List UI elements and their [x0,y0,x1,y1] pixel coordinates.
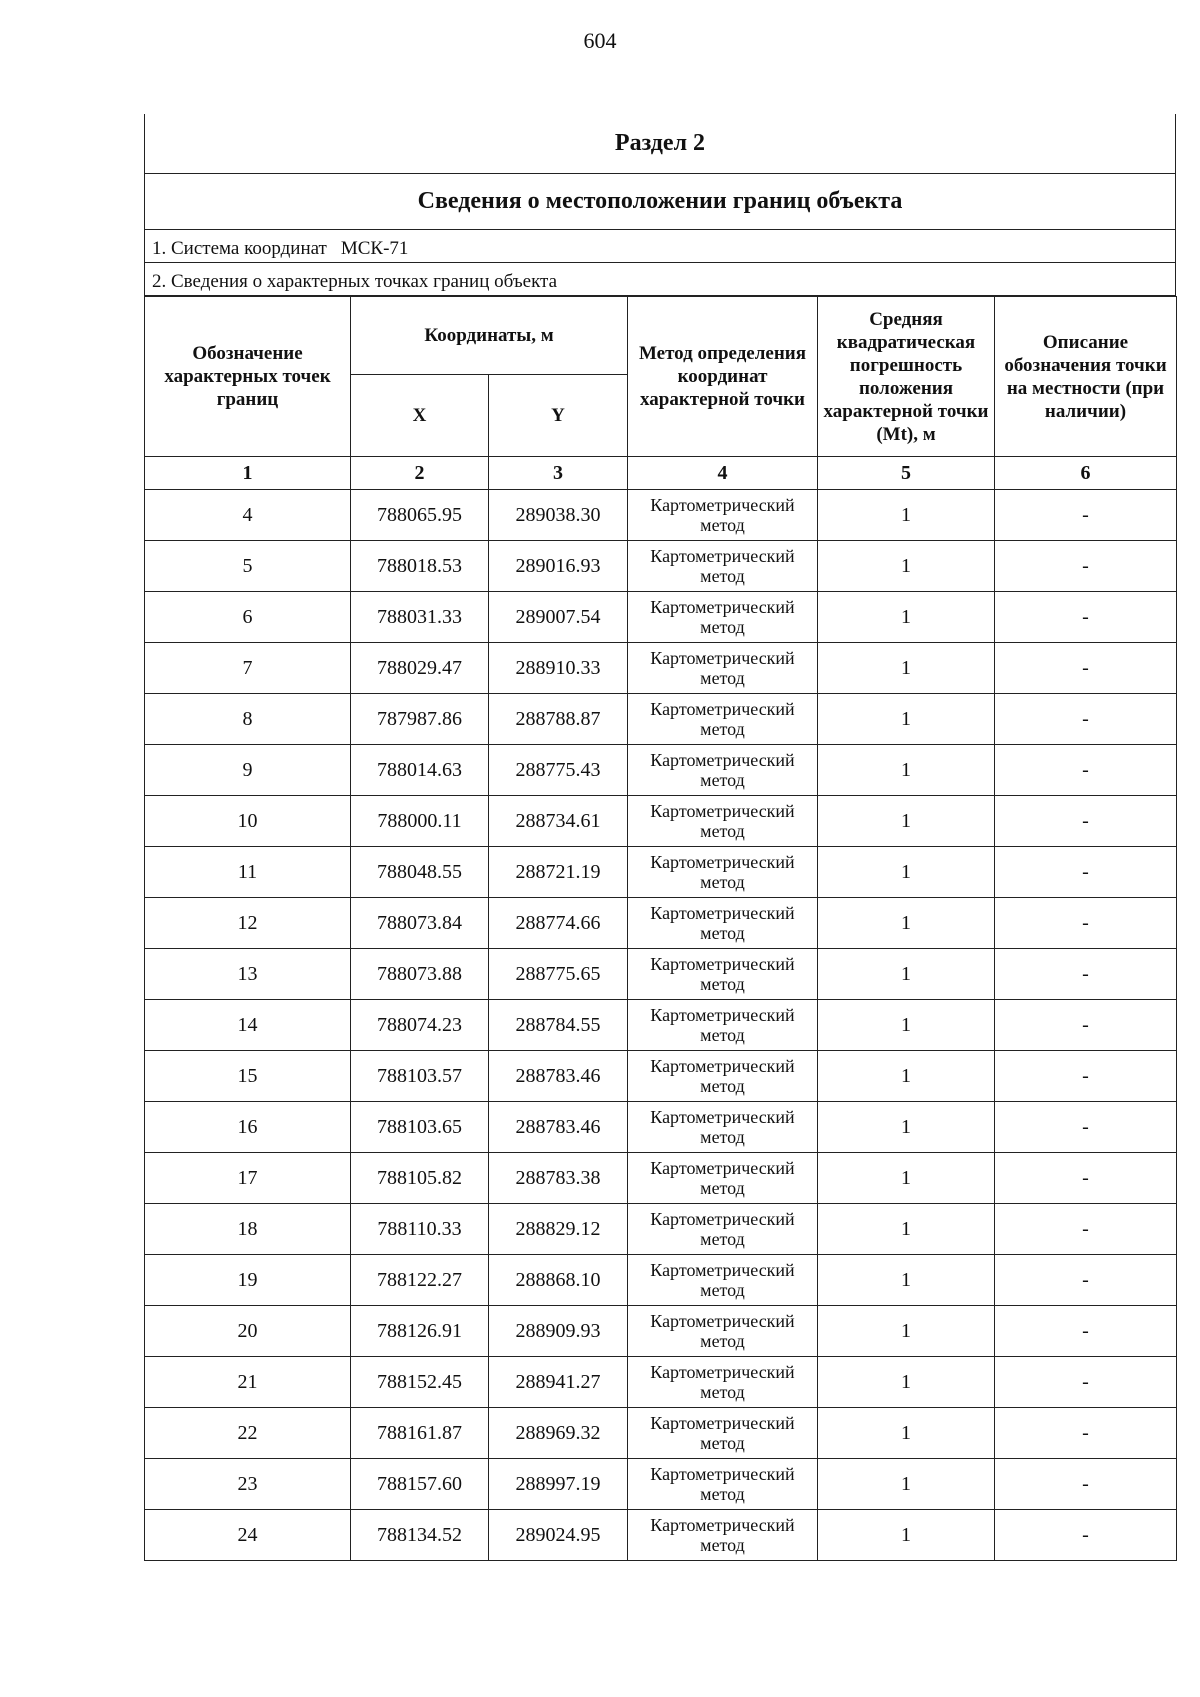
error-cell: 1 [818,745,995,796]
method-cell [628,1153,818,1204]
method-line-1: Картометрический [650,1005,795,1025]
error-cell: 1 [818,1102,995,1153]
method-line-2: метод [700,1127,745,1147]
column-number-row [145,457,1177,490]
method-cell [628,592,818,643]
point-cell: 13 [145,949,351,1000]
table-row [145,1459,1177,1510]
description-cell: - [995,949,1177,1000]
y-cell: 288909.93 [489,1306,628,1357]
point-cell: 5 [145,541,351,592]
point-cell: 10 [145,796,351,847]
point-cell: 11 [145,847,351,898]
y-cell: 288969.32 [489,1408,628,1459]
coord-system-label: 1. Система координат [152,238,327,259]
x-cell: 788048.55 [351,847,489,898]
y-cell: 288783.46 [489,1102,628,1153]
description-cell: - [995,1357,1177,1408]
method-line-2: метод [700,872,745,892]
point-cell: 6 [145,592,351,643]
y-cell: 289024.95 [489,1510,628,1561]
error-cell: 1 [818,1255,995,1306]
table-row [145,1000,1177,1051]
point-cell: 9 [145,745,351,796]
description-cell: - [995,745,1177,796]
error-cell: 1 [818,949,995,1000]
method-line-1: Картометрический [650,801,795,821]
error-cell: 1 [818,1153,995,1204]
table-row [145,1051,1177,1102]
x-cell: 788000.11 [351,796,489,847]
error-cell: 1 [818,490,995,541]
x-cell: 788122.27 [351,1255,489,1306]
column-number: 3 [489,457,628,490]
method-cell [628,1357,818,1408]
error-cell: 1 [818,541,995,592]
method-line-2: метод [700,923,745,943]
table-row [145,490,1177,541]
document-frame [144,114,1176,1561]
x-cell: 788105.82 [351,1153,489,1204]
header-x: X [351,375,489,457]
x-cell: 788126.91 [351,1306,489,1357]
method-line-2: метод [700,1280,745,1300]
description-cell: - [995,1000,1177,1051]
y-cell: 288775.65 [489,949,628,1000]
point-cell: 23 [145,1459,351,1510]
x-cell: 788152.45 [351,1357,489,1408]
table-row [145,898,1177,949]
x-cell: 788157.60 [351,1459,489,1510]
header-description: Описание обозначения точки на местности (при наличии) [995,297,1177,457]
point-cell: 7 [145,643,351,694]
description-cell: - [995,1510,1177,1561]
x-cell: 788065.95 [351,490,489,541]
method-line-1: Картометрический [650,1362,795,1382]
header-method: Метод определения координат характерной точки [628,297,818,457]
point-cell: 19 [145,1255,351,1306]
method-line-2: метод [700,1076,745,1096]
y-cell: 288734.61 [489,796,628,847]
column-number: 2 [351,457,489,490]
point-cell: 20 [145,1306,351,1357]
method-line-1: Картометрический [650,852,795,872]
method-line-2: метод [700,1178,745,1198]
table-row [145,949,1177,1000]
method-cell [628,1510,818,1561]
y-cell: 288784.55 [489,1000,628,1051]
header-coords: Координаты, м [351,297,628,375]
description-cell: - [995,643,1177,694]
method-line-2: метод [700,1229,745,1249]
table-row [145,1153,1177,1204]
method-cell [628,643,818,694]
y-cell: 288788.87 [489,694,628,745]
x-cell: 788103.57 [351,1051,489,1102]
point-cell: 15 [145,1051,351,1102]
method-line-1: Картометрический [650,1413,795,1433]
table-row [145,796,1177,847]
header-row-top [145,297,1177,375]
x-cell: 788073.88 [351,949,489,1000]
x-cell: 788074.23 [351,1000,489,1051]
method-cell [628,490,818,541]
method-line-2: метод [700,1535,745,1555]
method-cell [628,1204,818,1255]
method-cell [628,1255,818,1306]
y-cell: 288721.19 [489,847,628,898]
y-cell: 288783.38 [489,1153,628,1204]
error-cell: 1 [818,694,995,745]
error-cell: 1 [818,1000,995,1051]
method-line-2: метод [700,515,745,535]
table-row [145,1255,1177,1306]
x-cell: 788031.33 [351,592,489,643]
point-cell: 18 [145,1204,351,1255]
header-error: Средняя квадратическая погрешность положения характерной точки (Mt), м [818,297,995,457]
x-cell: 787987.86 [351,694,489,745]
method-cell [628,694,818,745]
method-cell [628,1408,818,1459]
description-cell: - [995,898,1177,949]
description-cell: - [995,1459,1177,1510]
error-cell: 1 [818,898,995,949]
error-cell: 1 [818,1204,995,1255]
error-cell: 1 [818,796,995,847]
description-cell: - [995,592,1177,643]
points-info-label: 2. Сведения о характерных точках границ объекта [152,271,558,292]
table-row [145,745,1177,796]
method-line-2: метод [700,566,745,586]
table-row [145,643,1177,694]
method-line-1: Картометрический [650,1107,795,1127]
method-line-2: метод [700,1331,745,1351]
method-cell [628,745,818,796]
table-row [145,1357,1177,1408]
point-cell: 8 [145,694,351,745]
y-cell: 289007.54 [489,592,628,643]
method-cell [628,898,818,949]
table-row [145,694,1177,745]
method-line-2: метод [700,719,745,739]
coord-system-value: МСК-71 [340,238,409,259]
method-line-1: Картометрический [650,1311,795,1331]
point-cell: 12 [145,898,351,949]
header-y: Y [489,375,628,457]
y-cell: 288829.12 [489,1204,628,1255]
description-cell: - [995,1153,1177,1204]
y-cell: 289038.30 [489,490,628,541]
description-cell: - [995,1051,1177,1102]
method-line-1: Картометрический [650,1515,795,1535]
y-cell: 288774.66 [489,898,628,949]
table-body [145,490,1177,1561]
description-cell: - [995,1102,1177,1153]
column-number: 1 [145,457,351,490]
y-cell: 289016.93 [489,541,628,592]
x-cell: 788110.33 [351,1204,489,1255]
header-point: Обозначение характерных точек границ [145,297,351,457]
method-cell [628,949,818,1000]
x-cell: 788014.63 [351,745,489,796]
method-line-2: метод [700,1382,745,1402]
method-cell [628,796,818,847]
error-cell: 1 [818,1306,995,1357]
error-cell: 1 [818,1510,995,1561]
method-cell [628,1459,818,1510]
method-line-1: Картометрический [650,954,795,974]
error-cell: 1 [818,847,995,898]
method-line-2: метод [700,1025,745,1045]
method-line-1: Картометрический [650,750,795,770]
y-cell: 288910.33 [489,643,628,694]
method-line-2: метод [700,1433,745,1453]
point-cell: 17 [145,1153,351,1204]
error-cell: 1 [818,592,995,643]
table-row [145,847,1177,898]
point-cell: 14 [145,1000,351,1051]
method-line-1: Картометрический [650,1056,795,1076]
x-cell: 788018.53 [351,541,489,592]
method-line-2: метод [700,617,745,637]
error-cell: 1 [818,1051,995,1102]
error-cell: 1 [818,1459,995,1510]
description-cell: - [995,694,1177,745]
method-line-1: Картометрический [650,597,795,617]
y-cell: 288775.43 [489,745,628,796]
description-cell: - [995,796,1177,847]
method-line-2: метод [700,974,745,994]
point-cell: 24 [145,1510,351,1561]
table-row [145,592,1177,643]
error-cell: 1 [818,1357,995,1408]
points-info-line [144,263,1176,296]
description-cell: - [995,1255,1177,1306]
section-subtitle: Сведения о местоположении границ объекта [144,174,1176,230]
method-line-1: Картометрический [650,699,795,719]
description-cell: - [995,847,1177,898]
method-cell [628,541,818,592]
method-line-2: метод [700,1484,745,1504]
table-row [145,1306,1177,1357]
description-cell: - [995,1306,1177,1357]
method-line-1: Картометрический [650,903,795,923]
method-line-2: метод [700,668,745,688]
column-number: 4 [628,457,818,490]
method-line-1: Картометрический [650,648,795,668]
table-row [145,1510,1177,1561]
column-number: 5 [818,457,995,490]
method-line-2: метод [700,821,745,841]
error-cell: 1 [818,643,995,694]
table-row [145,1102,1177,1153]
method-line-1: Картометрический [650,1158,795,1178]
method-cell [628,1306,818,1357]
table-row [145,1408,1177,1459]
y-cell: 288868.10 [489,1255,628,1306]
y-cell: 288941.27 [489,1357,628,1408]
boundary-points-table [144,296,1177,1561]
method-line-1: Картометрический [650,1260,795,1280]
point-cell: 16 [145,1102,351,1153]
section-title: Раздел 2 [144,114,1176,174]
description-cell: - [995,1204,1177,1255]
method-cell [628,1102,818,1153]
error-cell: 1 [818,1408,995,1459]
method-line-1: Картометрический [650,1464,795,1484]
x-cell: 788029.47 [351,643,489,694]
table-row [145,1204,1177,1255]
column-number: 6 [995,457,1177,490]
y-cell: 288997.19 [489,1459,628,1510]
x-cell: 788134.52 [351,1510,489,1561]
method-line-1: Картометрический [650,1209,795,1229]
description-cell: - [995,541,1177,592]
description-cell: - [995,490,1177,541]
method-cell [628,1051,818,1102]
table-row [145,541,1177,592]
x-cell: 788161.87 [351,1408,489,1459]
page-number: 604 [583,28,617,53]
point-cell: 22 [145,1408,351,1459]
method-line-1: Картометрический [650,495,795,515]
x-cell: 788103.65 [351,1102,489,1153]
method-line-2: метод [700,770,745,790]
method-cell [628,1000,818,1051]
description-cell: - [995,1408,1177,1459]
method-cell [628,847,818,898]
point-cell: 4 [145,490,351,541]
coord-system-line [144,230,1176,263]
point-cell: 21 [145,1357,351,1408]
x-cell: 788073.84 [351,898,489,949]
y-cell: 288783.46 [489,1051,628,1102]
method-line-1: Картометрический [650,546,795,566]
